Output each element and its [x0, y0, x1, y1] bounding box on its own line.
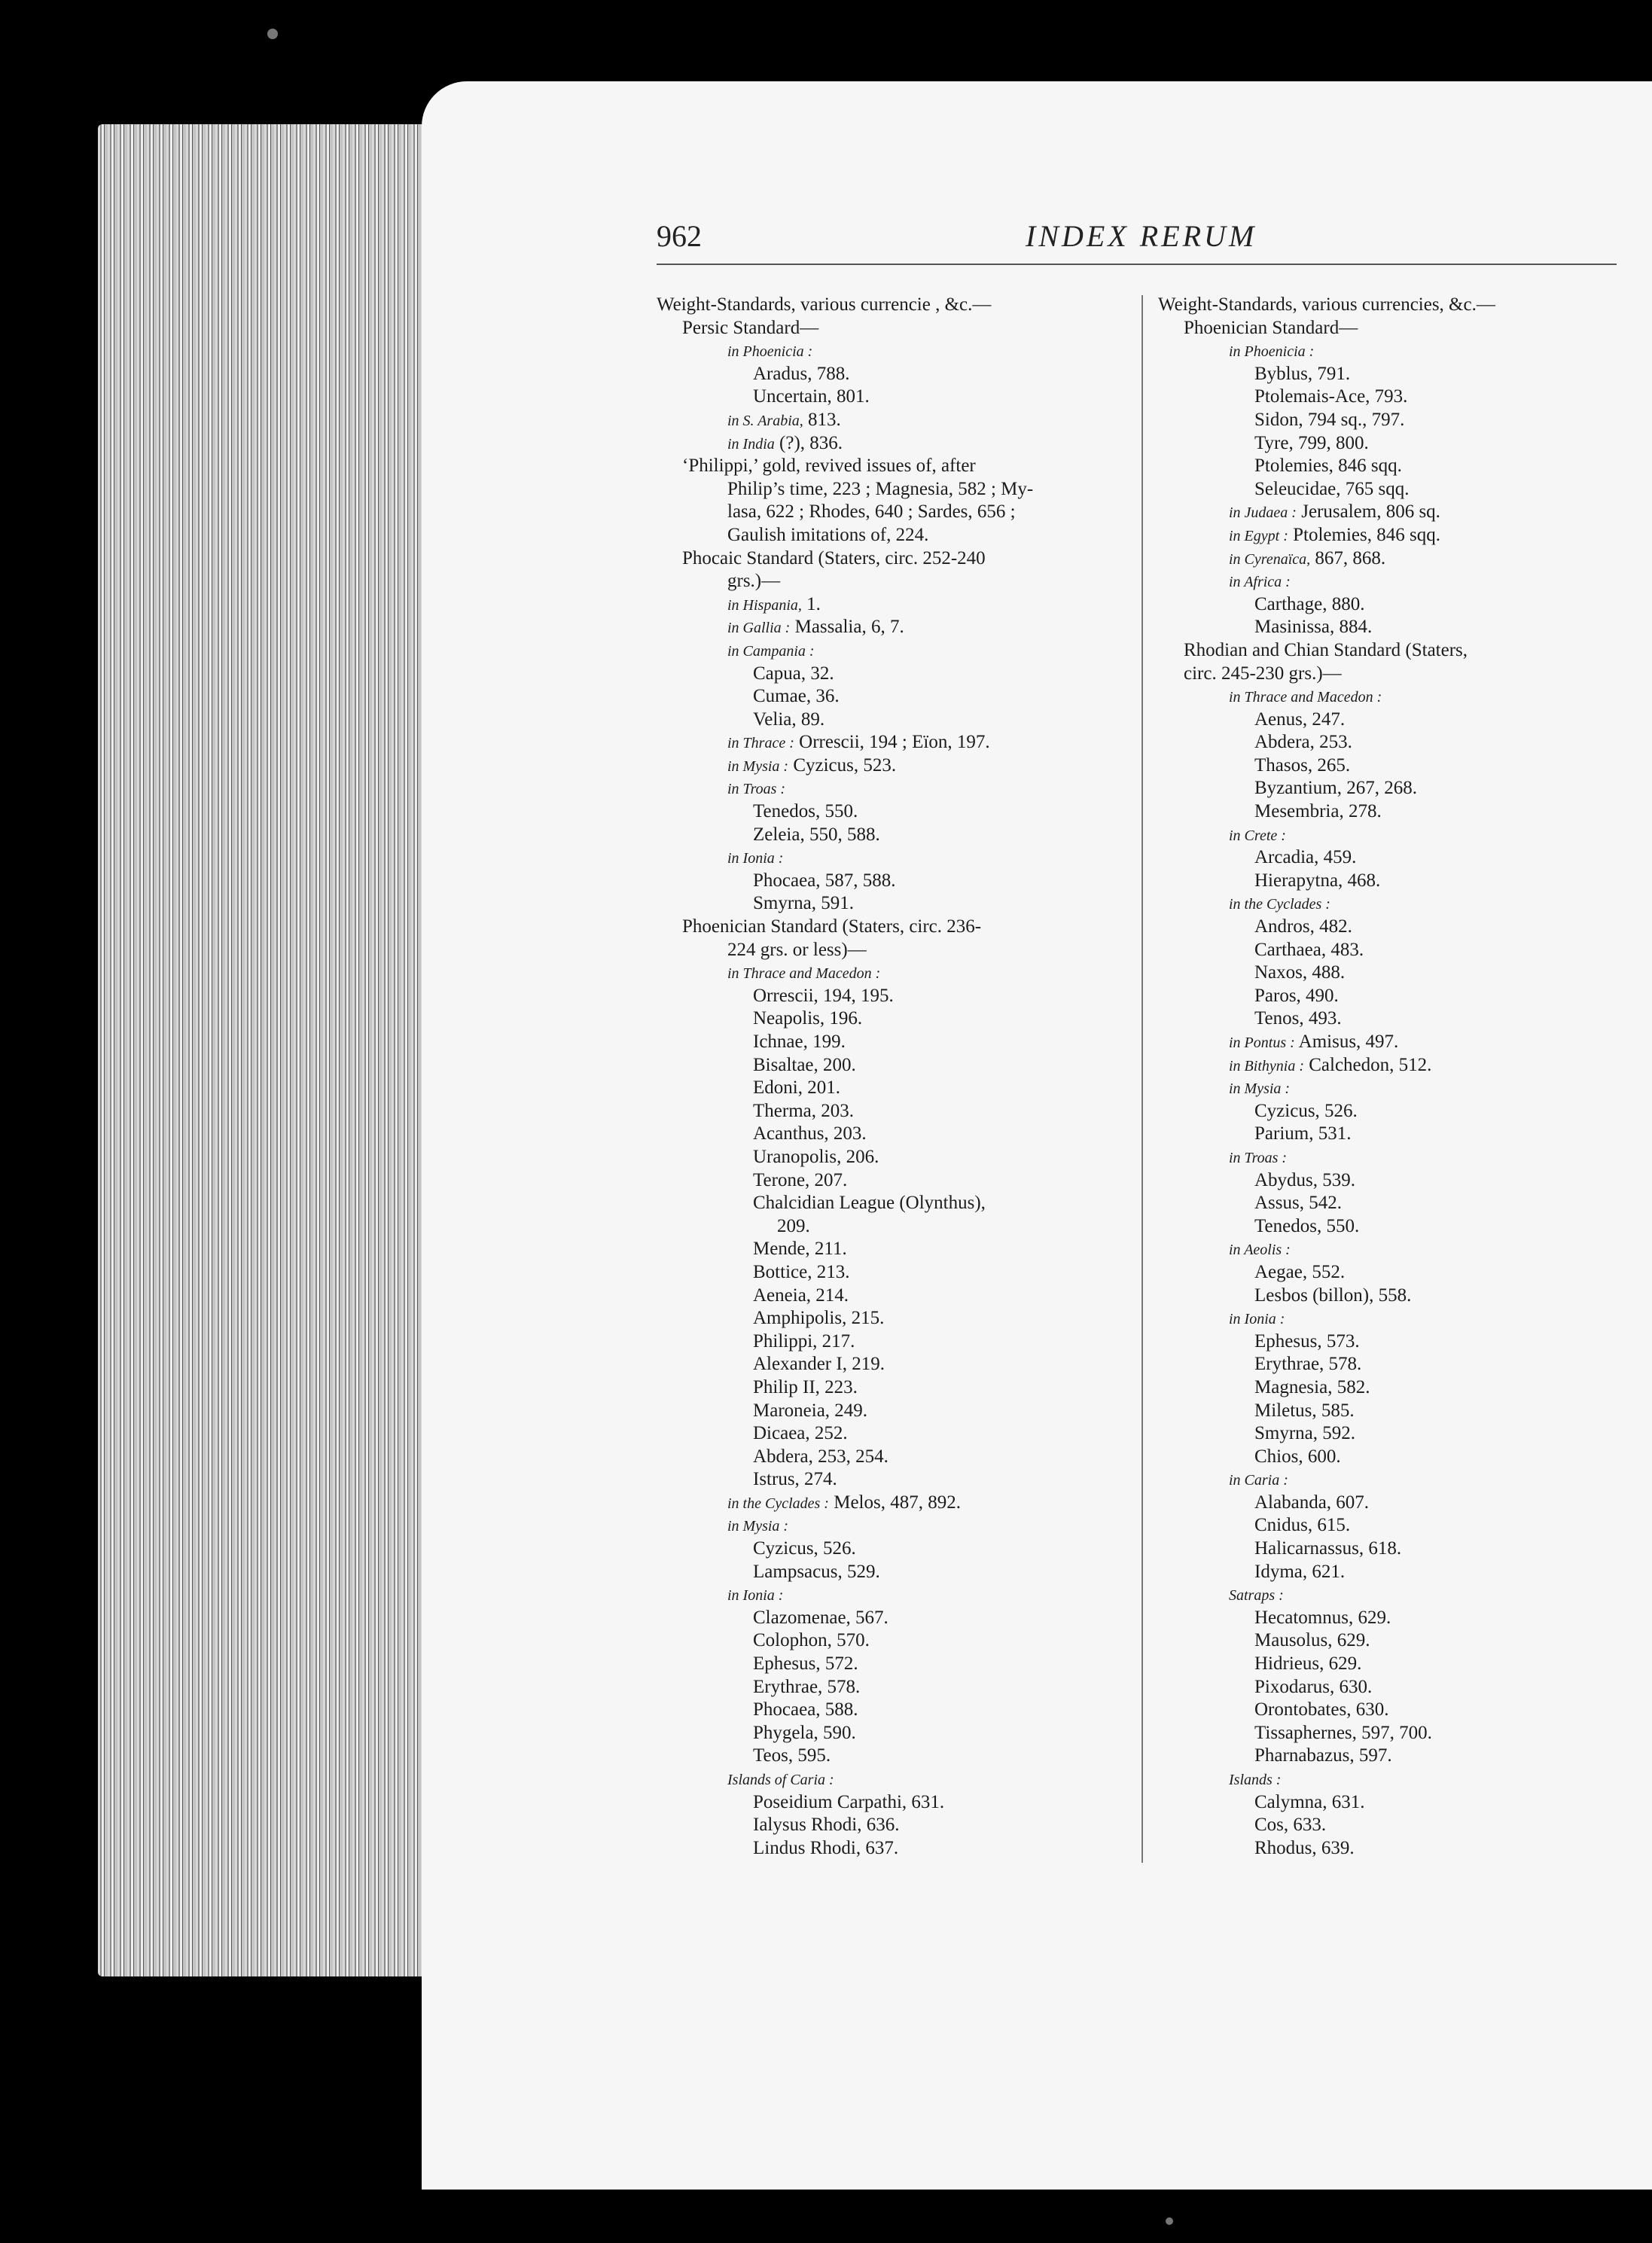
entry-text: Smyrna, 591.: [753, 893, 855, 914]
index-entry: [657, 1629, 1123, 1653]
entry-text: Rhodian and Chian Standard (Staters,: [1184, 639, 1468, 660]
region-label: in Phoenicia :: [1229, 343, 1315, 361]
entry-text: 224 grs. or less)—: [727, 939, 867, 960]
index-entry: [657, 1699, 1123, 1722]
region-label: in Thrace and Macedon :: [1229, 689, 1382, 706]
entry-text: Uranopolis, 206.: [753, 1146, 879, 1167]
entry-text: Calymna, 631.: [1254, 1791, 1365, 1812]
index-entry: [657, 616, 1123, 639]
region-label: Islands :: [1229, 1772, 1282, 1788]
entry-text: Edoni, 201.: [753, 1077, 840, 1099]
entry-text: Ptolemies, 846 sqq.: [1293, 524, 1440, 545]
region-label: in Mysia :: [727, 757, 789, 775]
index-entry: [1158, 1077, 1617, 1100]
index-entry: [1158, 1169, 1617, 1193]
index-entry: [657, 409, 1123, 432]
index-entry: [657, 1007, 1123, 1031]
entry-text: 1.: [806, 593, 821, 614]
entry-text: Chalcidian League (Olynthus),: [753, 1193, 986, 1214]
entry-text: Erythrae, 578.: [753, 1676, 861, 1697]
scan-smudge: [1166, 2217, 1173, 2225]
region-label: in Thrace and Macedon :: [727, 965, 881, 983]
index-entry: [657, 1814, 1123, 1837]
entry-text: Sidon, 794 sq., 797.: [1254, 409, 1405, 430]
entry-text: Halicarnassus, 618.: [1254, 1538, 1402, 1559]
index-entry: [1158, 1837, 1617, 1861]
index-entry: [657, 1100, 1123, 1123]
index-entry: [1158, 1468, 1617, 1492]
entry-text: Cumae, 36.: [753, 686, 840, 707]
index-entry: [1158, 1446, 1617, 1469]
entry-text: Teos, 595.: [753, 1745, 831, 1766]
entry-text: Philip II, 223.: [753, 1376, 858, 1397]
entry-text: Ephesus, 572.: [753, 1653, 858, 1675]
region-label: in Aeolis :: [1229, 1242, 1291, 1259]
entry-text: ‘Philippi,’ gold, revived issues of, after: [682, 456, 976, 477]
entry-text: 867, 868.: [1315, 547, 1386, 568]
index-entry: [1158, 1192, 1617, 1215]
entry-text: Lampsacus, 529.: [753, 1561, 880, 1582]
index-entry: [657, 1745, 1123, 1768]
entry-text: circ. 245-230 grs.)—: [1184, 663, 1342, 684]
entry-text: Uncertain, 801.: [753, 386, 870, 407]
index-entry: [1158, 1583, 1617, 1607]
entry-text: Cyzicus, 526.: [1254, 1100, 1358, 1121]
index-entry: [1158, 777, 1617, 800]
index-entry: [1158, 685, 1617, 709]
index-entry: [657, 547, 1123, 571]
entry-text: Mesembria, 278.: [1254, 801, 1382, 822]
index-entry: [1158, 1285, 1617, 1308]
index-entry: [1158, 317, 1617, 340]
index-entry: [1158, 1330, 1617, 1354]
index-column-right: [1158, 294, 1617, 1860]
index-entry: [657, 1676, 1123, 1699]
index-entry: [1158, 294, 1617, 317]
region-label: in Troas :: [1229, 1149, 1288, 1166]
index-entry: [657, 1653, 1123, 1676]
region-label: in Ionia :: [727, 1587, 784, 1605]
entry-text: Chios, 600.: [1254, 1446, 1341, 1467]
entry-text: Cnidus, 615.: [1254, 1515, 1351, 1536]
index-entry: [657, 1468, 1123, 1492]
entry-text: Seleucidae, 765 sqq.: [1254, 478, 1410, 499]
region-label: in Mysia :: [1229, 1080, 1291, 1098]
entry-text: Orontobates, 630.: [1254, 1699, 1389, 1720]
index-entry: [1158, 1814, 1617, 1837]
entry-text: Ialysus Rhodi, 636.: [753, 1815, 900, 1836]
entry-text: Phocaea, 588.: [753, 1699, 858, 1720]
region-label: in Crete :: [1229, 827, 1286, 844]
entry-text: Mausolus, 629.: [1254, 1630, 1370, 1651]
entry-text: Cyzicus, 526.: [753, 1538, 856, 1559]
index-entry: [1158, 1699, 1617, 1722]
entry-text: Amisus, 497.: [1298, 1032, 1399, 1052]
entry-text: Calchedon, 512.: [1309, 1054, 1432, 1075]
index-entry: [1158, 939, 1617, 962]
region-label: in Cyrenaïca,: [1229, 550, 1311, 568]
index-entry: [657, 1192, 1123, 1215]
entry-text: Ptolemais-Ace, 793.: [1254, 386, 1408, 407]
index-entry: [1158, 1400, 1617, 1423]
entry-text: Terone, 207.: [753, 1169, 848, 1190]
index-entry: [657, 1330, 1123, 1354]
index-entry: [657, 1215, 1123, 1239]
index-entry: [657, 754, 1123, 778]
index-entry: [657, 962, 1123, 985]
entry-text: Amphipolis, 215.: [753, 1308, 885, 1329]
index-entry: [1158, 363, 1617, 386]
region-label: in Africa :: [1229, 574, 1291, 591]
entry-text: Bisaltae, 200.: [753, 1054, 856, 1075]
entry-text: Phocaea, 587, 588.: [753, 870, 896, 891]
region-label: in Thrace :: [727, 735, 794, 752]
entry-text: Andros, 482.: [1254, 916, 1352, 937]
page-header: [657, 211, 1617, 265]
index-entry: [1158, 962, 1617, 985]
book-fore-edge: [98, 124, 437, 1976]
index-entry: [1158, 1146, 1617, 1169]
entry-text: Poseidium Carpathi, 631.: [753, 1791, 945, 1812]
index-entry: [657, 916, 1123, 939]
index-entry: [657, 709, 1123, 732]
region-label: in Mysia :: [727, 1518, 789, 1535]
index-entry: [1158, 478, 1617, 501]
region-label: in Troas :: [727, 781, 786, 798]
scan-smudge: [267, 29, 278, 39]
region-label: in S. Arabia,: [727, 412, 803, 429]
index-entry: [657, 1791, 1123, 1815]
entry-text: 813.: [808, 409, 841, 430]
index-entry: [657, 1422, 1123, 1446]
index-entry: [657, 1261, 1123, 1285]
index-entry: [1158, 409, 1617, 432]
index-entry: [657, 1031, 1123, 1054]
index-entry: [657, 317, 1123, 340]
index-entry: [1158, 709, 1617, 732]
entry-text: Byblus, 791.: [1254, 363, 1351, 384]
region-label: in the Cyclades :: [727, 1495, 829, 1512]
entry-text: Thasos, 265.: [1254, 754, 1351, 776]
index-entry: [1158, 1376, 1617, 1400]
entry-text: Melos, 487, 892.: [834, 1492, 961, 1513]
region-label: in Campania :: [727, 642, 815, 660]
index-entry: [1158, 593, 1617, 617]
entry-text: Bottice, 213.: [753, 1261, 850, 1282]
index-entry: [1158, 1514, 1617, 1537]
entry-text: Tenedos, 550.: [753, 801, 858, 822]
entry-text: Alexander I, 219.: [753, 1354, 885, 1375]
region-label: in Egypt :: [1229, 527, 1288, 544]
index-entry: [657, 1238, 1123, 1261]
region-label: in Hispania,: [727, 596, 802, 614]
entry-text: (?), 836.: [779, 432, 843, 453]
entry-text: Neapolis, 196.: [753, 1008, 863, 1029]
index-entry: [657, 1169, 1123, 1193]
entry-text: Dicaea, 252.: [753, 1423, 848, 1444]
entry-text: Ptolemies, 846 sqq.: [1254, 456, 1402, 477]
entry-text: Capua, 32.: [753, 663, 834, 684]
entry-text: Abdera, 253.: [1254, 732, 1352, 753]
index-entry: [1158, 1100, 1617, 1123]
index-entry: [1158, 824, 1617, 847]
index-entry: [1158, 1307, 1617, 1330]
index-entry: [657, 1400, 1123, 1423]
entry-text: Phoenician Standard (Staters, circ. 236-: [682, 916, 982, 937]
entry-text: lasa, 622 ; Rhodes, 640 ; Sardes, 656 ;: [727, 501, 1016, 523]
index-entry: [657, 1285, 1123, 1308]
index-entry: [657, 639, 1123, 663]
index-entry: [657, 1492, 1123, 1515]
entry-text: Tenos, 493.: [1254, 1008, 1342, 1029]
index-entry: [1158, 524, 1617, 547]
index-entry: [1158, 639, 1617, 663]
region-label: in Ionia :: [727, 850, 784, 867]
entry-text: Paros, 490.: [1254, 985, 1339, 1006]
index-entry: [657, 570, 1123, 593]
index-entry: [657, 731, 1123, 754]
index-entry: [657, 501, 1123, 524]
entry-text: Aenus, 247.: [1254, 709, 1346, 730]
region-label: in Gallia :: [727, 620, 791, 637]
entry-text: Aegae, 552.: [1254, 1261, 1346, 1282]
index-entry: [1158, 386, 1617, 409]
index-entry: [657, 1768, 1123, 1791]
index-entry: [1158, 800, 1617, 824]
index-entry: [657, 1607, 1123, 1630]
entry-text: Arcadia, 459.: [1254, 847, 1357, 868]
entry-text: Clazomenae, 567.: [753, 1607, 888, 1628]
entry-text: Hidrieus, 629.: [1254, 1653, 1362, 1675]
entry-text: Hecatomnus, 629.: [1254, 1607, 1391, 1628]
entry-text: Lesbos (billon), 558.: [1254, 1285, 1412, 1306]
entry-text: Orrescii, 194, 195.: [753, 985, 894, 1006]
entry-text: Idyma, 621.: [1254, 1561, 1346, 1582]
index-entry: [1158, 1745, 1617, 1768]
index-entry: [1158, 1054, 1617, 1077]
region-label: in Pontus :: [1229, 1035, 1295, 1051]
entry-text: Hierapytna, 468.: [1254, 870, 1381, 891]
entry-text: Pixodarus, 630.: [1254, 1676, 1373, 1697]
column-divider: [1141, 295, 1143, 1863]
entry-text: Tyre, 799, 800.: [1254, 432, 1369, 453]
entry-text: grs.)—: [727, 571, 781, 592]
entry-text: Phoenician Standard—: [1184, 317, 1358, 338]
index-entry: [1158, 1722, 1617, 1745]
entry-text: Parium, 531.: [1254, 1123, 1352, 1144]
index-entry: [1158, 340, 1617, 363]
entry-text: Aeneia, 214.: [753, 1285, 849, 1306]
entry-text: Zeleia, 550, 588.: [753, 824, 880, 845]
entry-text: Colophon, 570.: [753, 1630, 870, 1651]
index-entry: [657, 1446, 1123, 1469]
entry-text: Rhodus, 639.: [1254, 1837, 1355, 1858]
entry-text: Ichnae, 199.: [753, 1032, 846, 1052]
entry-text: Velia, 89.: [753, 709, 825, 730]
index-entry: [1158, 1215, 1617, 1239]
entry-text: Alabanda, 607.: [1254, 1492, 1370, 1513]
index-entry: [1158, 455, 1617, 478]
entry-text: Philippi, 217.: [753, 1330, 855, 1352]
entry-text: Masinissa, 884.: [1254, 617, 1373, 638]
index-entry: [1158, 1629, 1617, 1653]
index-entry: [657, 1054, 1123, 1077]
entry-text: Gaulish imitations of, 224.: [727, 524, 929, 545]
index-entry: [657, 524, 1123, 547]
region-label: in Judaea :: [1229, 504, 1297, 522]
index-entry: [1158, 870, 1617, 893]
index-entry: [1158, 1031, 1617, 1054]
entry-text: Jerusalem, 806 sq.: [1301, 501, 1440, 523]
entry-text: Orrescii, 194 ; Eïon, 197.: [799, 732, 990, 753]
entry-text: Phygela, 590.: [753, 1722, 856, 1743]
region-label: in Ionia :: [1229, 1311, 1285, 1328]
entry-text: 209.: [777, 1215, 810, 1236]
running-title: INDEX RERUM: [1026, 219, 1257, 253]
entry-text: Assus, 542.: [1254, 1193, 1342, 1214]
index-entry: [657, 800, 1123, 824]
index-entry: [657, 386, 1123, 409]
index-entry: [1158, 547, 1617, 571]
index-entry: [657, 294, 1123, 317]
index-entry: [1158, 1007, 1617, 1031]
index-entry: [657, 1514, 1123, 1537]
index-entry: [1158, 570, 1617, 593]
region-label: Satraps :: [1229, 1587, 1284, 1605]
region-label: in Caria :: [1229, 1472, 1288, 1489]
index-entry: [657, 455, 1123, 478]
entry-text: Acanthus, 203.: [753, 1123, 867, 1144]
entry-text: Abdera, 253, 254.: [753, 1446, 888, 1467]
index-entry: [1158, 985, 1617, 1008]
index-entry: [657, 478, 1123, 501]
index-entry: [657, 1146, 1123, 1169]
index-entry: [657, 1376, 1123, 1400]
index-entry: [1158, 501, 1617, 524]
entry-text: Byzantium, 267, 268.: [1254, 778, 1417, 799]
index-entry: [1158, 616, 1617, 639]
index-entry: [1158, 1653, 1617, 1676]
index-entry: [657, 1123, 1123, 1146]
index-entry: [1158, 1676, 1617, 1699]
index-entry: [657, 593, 1123, 617]
index-entry: [1158, 1607, 1617, 1630]
index-entry: [1158, 754, 1617, 778]
index-entry: [657, 1583, 1123, 1607]
index-entry: [657, 1837, 1123, 1861]
index-entry: [1158, 1261, 1617, 1285]
index-entry: [1158, 731, 1617, 754]
entry-text: Miletus, 585.: [1254, 1400, 1355, 1421]
entry-text: Aradus, 788.: [753, 363, 850, 384]
entry-text: Weight-Standards, various currencies, &c.—: [1158, 294, 1495, 315]
index-entry: [1158, 846, 1617, 870]
index-entry: [657, 340, 1123, 363]
index-entry: [657, 1353, 1123, 1376]
region-label: in India: [727, 435, 775, 453]
index-entry: [657, 1537, 1123, 1561]
index-entry: [657, 892, 1123, 916]
region-label: in the Cyclades :: [1229, 896, 1330, 913]
index-entry: [1158, 1123, 1617, 1146]
index-entry: [657, 985, 1123, 1008]
entry-text: Massalia, 6, 7.: [794, 617, 904, 638]
entry-text: Tissaphernes, 597, 700.: [1254, 1722, 1432, 1743]
entry-text: Phocaic Standard (Staters, circ. 252-240: [682, 547, 986, 568]
index-entry: [1158, 432, 1617, 456]
entry-text: Magnesia, 582.: [1254, 1376, 1370, 1397]
region-label: Islands of Caria :: [727, 1772, 834, 1788]
entry-text: Weight-Standards, various currencie , &c.—: [657, 294, 992, 315]
entry-text: Cos, 633.: [1254, 1815, 1327, 1836]
entry-text: Erythrae, 578.: [1254, 1354, 1362, 1375]
index-entry: [657, 1561, 1123, 1584]
entry-text: Carthage, 880.: [1254, 593, 1365, 614]
entry-text: Tenedos, 550.: [1254, 1215, 1360, 1236]
entry-text: Lindus Rhodi, 637.: [753, 1837, 899, 1858]
index-entry: [657, 1077, 1123, 1100]
index-entry: [1158, 1238, 1617, 1261]
entry-text: Mende, 211.: [753, 1239, 847, 1260]
entry-text: Naxos, 488.: [1254, 962, 1346, 983]
index-entry: [657, 1307, 1123, 1330]
index-entry: [657, 432, 1123, 456]
index-entry: [657, 777, 1123, 800]
entry-text: Maroneia, 249.: [753, 1400, 868, 1421]
index-entry: [657, 1722, 1123, 1745]
index-entry: [1158, 1492, 1617, 1515]
region-label: in Bithynia :: [1229, 1057, 1304, 1074]
region-label: in Phoenicia :: [727, 343, 813, 361]
entry-text: Cyzicus, 523.: [793, 754, 897, 776]
index-entry: [1158, 1791, 1617, 1815]
index-entry: [657, 663, 1123, 686]
entry-text: Pharnabazus, 597.: [1254, 1745, 1392, 1766]
index-entry: [657, 685, 1123, 709]
entry-text: Ephesus, 573.: [1254, 1330, 1360, 1352]
index-entry: [657, 363, 1123, 386]
entry-text: Philip’s time, 223 ; Magnesia, 582 ; My-: [727, 478, 1034, 499]
index-entry: [657, 870, 1123, 893]
page-number: 962: [657, 219, 702, 253]
index-entry: [1158, 916, 1617, 939]
index-entry: [1158, 1422, 1617, 1446]
index-entry: [1158, 663, 1617, 686]
index-column-left: [657, 294, 1123, 1860]
entry-text: Istrus, 274.: [753, 1469, 837, 1490]
index-entry: [657, 939, 1123, 962]
entry-text: Abydus, 539.: [1254, 1169, 1356, 1190]
entry-text: Carthaea, 483.: [1254, 939, 1364, 960]
index-entry: [1158, 892, 1617, 916]
index-entry: [1158, 1561, 1617, 1584]
index-entry: [1158, 1537, 1617, 1561]
entry-text: Persic Standard—: [682, 317, 819, 338]
entry-text: Therma, 203.: [753, 1100, 854, 1121]
index-entry: [657, 824, 1123, 847]
index-entry: [657, 846, 1123, 870]
index-entry: [1158, 1353, 1617, 1376]
index-entry: [1158, 1768, 1617, 1791]
entry-text: Smyrna, 592.: [1254, 1423, 1356, 1444]
